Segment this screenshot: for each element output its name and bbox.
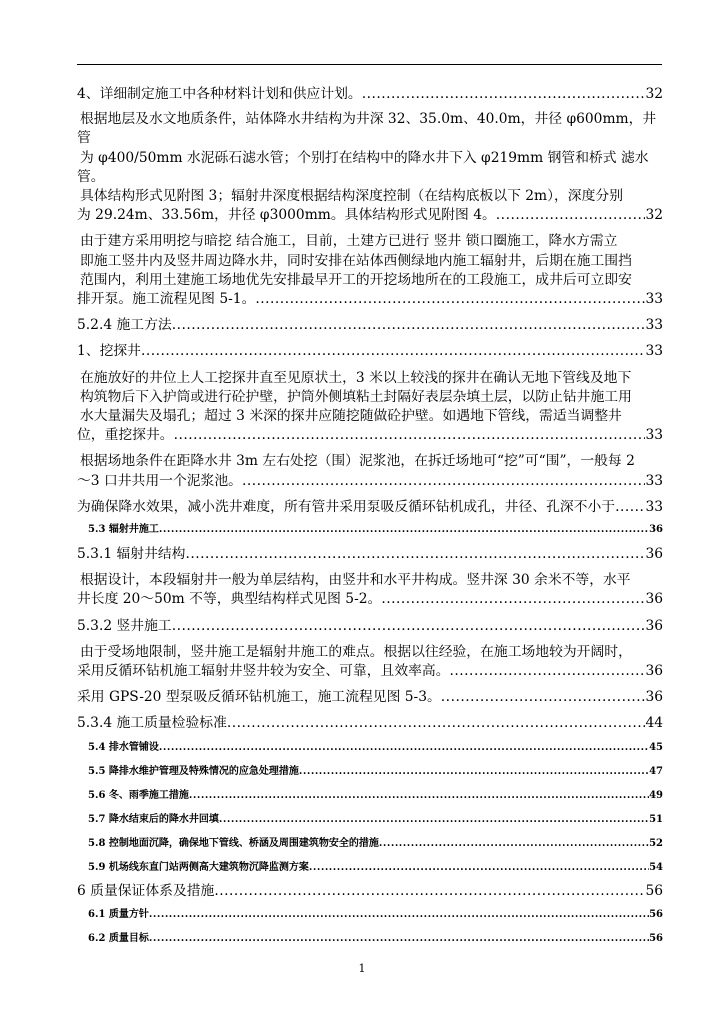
dot-leader: [174, 426, 646, 445]
toc-page-number: 36: [645, 591, 663, 608]
toc-entry-title: 5.3 辐射井施工: [88, 524, 159, 536]
toc-entry-title: 为 29.24m、33.56m，井径 φ3000mm。具体结构形式见附图 4。: [77, 207, 496, 224]
toc-entry[interactable]: [77, 714, 663, 733]
toc-entry-title: 采用反循环钻机施工辐射井竖井较为安全、可靠，且效率高。: [77, 663, 450, 680]
table-of-contents: [77, 85, 663, 946]
toc-page-number: 49: [649, 789, 663, 801]
toc-entry-title: 6 质量保证体系及措施: [77, 882, 215, 899]
toc-entry[interactable]: [77, 498, 663, 517]
toc-entry[interactable]: [77, 643, 663, 681]
dot-leader: [242, 472, 646, 491]
dot-leader: [159, 523, 649, 537]
dot-leader: [496, 206, 646, 225]
dot-leader: [159, 741, 649, 755]
dot-leader: [214, 882, 645, 901]
dot-leader: [172, 617, 646, 636]
toc-entry[interactable]: [77, 932, 663, 946]
toc-entry-text-line: 范围内，利用土建施工场地优先安排最早开工的开挖场地所在的工段施工，成井后可立即安: [80, 271, 632, 288]
page-number: 1: [358, 962, 366, 975]
toc-entry-text-line: 水大量漏失及塌孔；超过 3 米深的探井应随挖随做砼护壁。如遇地下管线，需适当调整井: [80, 408, 622, 425]
toc-page-number: 45: [649, 741, 663, 753]
toc-entry-title: 5.9 机场线东直门站两侧高大建筑物沉降监测方案: [88, 861, 309, 873]
toc-entry-title: 5.5 降排水维护管理及特殊情况的应急处理措施: [88, 765, 299, 777]
dot-leader: [172, 316, 646, 335]
toc-entry-title: 1、挖探井: [77, 343, 141, 360]
toc-entry-title: 采用 GPS-20 型泵吸反循环钻机施工，施工流程见图 5-3。: [77, 689, 441, 706]
toc-entry-title: 5.2.4 施工方法: [77, 317, 172, 334]
dot-leader: [362, 85, 646, 104]
toc-page-number: 56: [649, 908, 663, 920]
toc-page-number: 33: [645, 427, 663, 444]
dot-leader: [185, 545, 645, 564]
toc-entry-text-line: 由于受场地限制，竖井施工是辐射井施工的难点。根据以往经验，在施工场地较为开阔时，: [80, 643, 632, 660]
toc-entry[interactable]: [77, 813, 663, 827]
dot-leader: [379, 837, 649, 851]
dot-leader: [299, 765, 649, 779]
toc-page-number: 56: [645, 882, 663, 899]
dot-leader: [450, 662, 646, 681]
toc-entry[interactable]: [77, 452, 663, 490]
toc-entry[interactable]: [77, 908, 663, 922]
toc-page-number: 51: [649, 813, 663, 825]
toc-entry[interactable]: [77, 882, 663, 901]
toc-entry-title: 5.6 冬、雨季施工措施: [88, 789, 189, 801]
header-rule: [77, 64, 662, 65]
toc-page-number: 56: [649, 932, 663, 944]
toc-entry-title: 井长度 20～50m 不等，典型结构样式见图 5-2。: [77, 591, 382, 608]
dot-leader: [189, 789, 649, 803]
dot-leader: [149, 908, 649, 922]
toc-entry-text-line: 由于建方采用明挖与暗挖 结合施工，目前，土建方已进行 竖井 锁口圈施工，降水方需立: [80, 233, 618, 250]
dot-leader: [441, 688, 646, 707]
dot-leader: [255, 290, 645, 309]
toc-entry-text-line: 为 φ400/50mm 水泥砾石滤水管；个别打在结构中的降水井下入 φ219mm 钢管和桥式 滤水管。: [77, 149, 649, 185]
toc-entry[interactable]: [77, 837, 663, 851]
toc-entry-title: 5.4 排水管铺设: [88, 741, 159, 753]
toc-page-number: 54: [649, 861, 663, 873]
toc-entry-text-line: 根据场地条件在距降水井 3m 左右处挖（围）泥浆池，在拆迁场地可“挖”可“围”，一般每 2: [80, 453, 635, 470]
toc-entry-title: 5.8 控制地面沉降，确保地下管线、桥涵及周围建筑物安全的措施: [88, 837, 379, 849]
toc-page-number: 33: [645, 291, 663, 308]
toc-entry[interactable]: [77, 342, 663, 361]
dot-leader: [149, 932, 649, 946]
toc-entry-text-line: 即施工竖井内及竖井周边降水井，同时安排在站体西侧绿地内施工辐射井，后期在施工围挡: [80, 252, 632, 269]
toc-entry-text-line: 在施放好的井位上人工挖探井直至见原状土，3 米以上较浅的探井在确认无地下管线及地下: [80, 369, 632, 386]
toc-entry[interactable]: [77, 85, 663, 104]
toc-entry[interactable]: [77, 741, 663, 755]
dot-leader: [141, 342, 645, 361]
toc-entry-title: 5.3.4 施工质量检验标准: [77, 715, 227, 732]
toc-entry-text-line: 根据地层及水文地质条件，站体降水井结构为井深 32、35.0m、40.0m，井径 φ600mm，井管: [77, 111, 657, 147]
toc-entry[interactable]: [77, 617, 663, 636]
toc-page-number: 33: [645, 498, 663, 515]
toc-entry[interactable]: [77, 316, 663, 335]
toc-page-number: 52: [649, 837, 663, 849]
toc-entry-text-line: 构筑物后下入护筒或进行砼护壁，护筒外侧填粘土封隔好表层杂填土层，以防止钻井施工用: [80, 388, 632, 405]
toc-entry[interactable]: [77, 110, 663, 225]
toc-entry-title: 为确保降水效果，减小洗井难度，所有管井采用泵吸反循环钻机成孔，井径、孔深不小于: [77, 498, 616, 515]
toc-page-number: 32: [645, 207, 663, 224]
toc-page-number: 33: [645, 343, 663, 360]
toc-entry-title: 5.7 降水结束后的降水井回填: [88, 813, 219, 825]
toc-page-number: 32: [645, 86, 663, 102]
toc-entry[interactable]: [77, 765, 663, 779]
toc-page-number: 36: [649, 524, 663, 536]
toc-page-number: 36: [645, 689, 663, 706]
toc-entry[interactable]: [77, 369, 663, 446]
toc-entry[interactable]: [77, 232, 663, 309]
toc-entry-title: 6.2 质量目标: [88, 932, 149, 944]
toc-entry-title: 6.1 质量方针: [88, 908, 149, 920]
toc-page-number: 44: [645, 715, 663, 732]
toc-entry[interactable]: [77, 571, 663, 609]
toc-entry[interactable]: [77, 861, 663, 875]
toc-entry-title: 位，重挖探井。: [77, 427, 174, 444]
toc-entry-title: ～3 口井共用一个泥浆池。: [77, 472, 242, 489]
toc-page-number: 47: [649, 765, 663, 777]
toc-entry-text-line: 具体结构形式见附图 3；辐射井深度根据结构深度控制（在结构底板以下 2m），深度分别: [80, 188, 623, 205]
toc-page-number: 36: [645, 663, 663, 680]
toc-entry[interactable]: [77, 545, 663, 564]
toc-entry-title: 排开泵。施工流程见图 5-1。: [77, 291, 256, 308]
dot-leader: [227, 714, 646, 733]
toc-page-number: 33: [645, 472, 663, 489]
toc-entry-text-line: 根据设计，本段辐射井一般为单层结构，由竖井和水平井构成。竖井深 30 余米不等，水平: [80, 572, 631, 589]
toc-entry[interactable]: [77, 789, 663, 803]
toc-entry-title: 4、详细制定施工中各种材料计划和供应计划。: [77, 86, 362, 102]
dot-leader: [615, 498, 645, 517]
toc-entry-title: 5.3.2 竖井施工: [77, 617, 172, 634]
dot-leader: [219, 813, 649, 827]
toc-page-number: 33: [645, 317, 663, 334]
dot-leader: [309, 861, 649, 875]
dot-leader: [381, 590, 645, 609]
toc-entry-title: 5.3.1 辐射井结构: [77, 546, 186, 563]
toc-page-number: 36: [645, 617, 663, 634]
toc-entry[interactable]: [77, 688, 663, 707]
toc-entry[interactable]: [77, 523, 663, 537]
toc-page-number: 36: [645, 546, 663, 563]
